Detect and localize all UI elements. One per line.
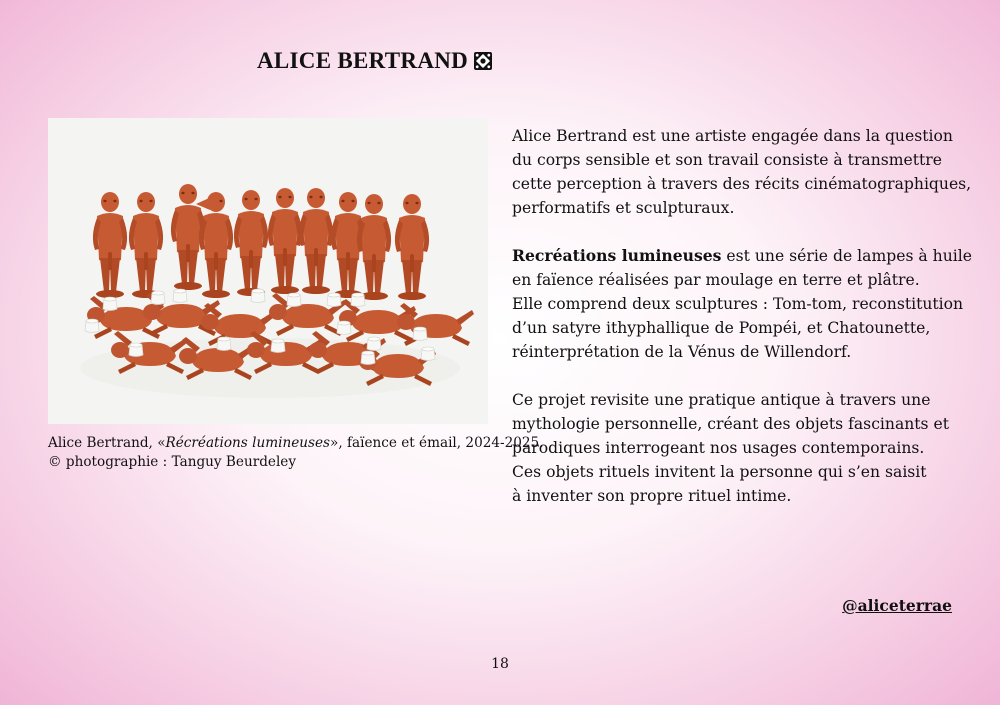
paragraph-3-line: Ce projet revisite une pratique antique à travers une bbox=[512, 391, 931, 409]
caption-artwork-title: Récréations lumineuses bbox=[165, 435, 330, 451]
paragraph-1-line: du corps sensible et son travail consiste à transmettre bbox=[512, 151, 942, 169]
page-title bbox=[257, 48, 493, 74]
paragraph-3-line: parodiques interrogeant nos usages contemporains. bbox=[512, 439, 925, 457]
ornament-glyph-icon bbox=[473, 51, 493, 71]
photo-caption bbox=[48, 434, 544, 472]
paragraph-2-line: d’un satyre ithyphallique de Pompéi, et Chatounette, bbox=[512, 319, 931, 337]
paragraph-3-line: à inventer son propre rituel intime. bbox=[512, 487, 792, 505]
paragraph-2-line: en faïence réalisées par moulage en terre et plâtre. bbox=[512, 271, 920, 289]
caption-line-1: Alice Bertrand, «Récréations lumineuses», faïence et émail, 2024-2025. bbox=[48, 435, 544, 451]
instagram-handle-link[interactable]: @aliceterrae bbox=[842, 596, 952, 615]
figurines-illustration bbox=[48, 118, 488, 424]
description-text bbox=[512, 124, 972, 508]
page-number: 18 bbox=[491, 656, 509, 672]
paragraph-3-line: mythologie personnelle, créant des objets fascinants et bbox=[512, 415, 950, 433]
paragraph-1-line: performatifs et sculpturaux. bbox=[512, 199, 735, 217]
series-title: Recréations lumineuses bbox=[512, 246, 722, 265]
artwork-photo bbox=[48, 118, 488, 424]
caption-credit: © photographie : Tanguy Beurdeley bbox=[48, 454, 297, 470]
paragraph-1-line: Alice Bertrand est une artiste engagée dans la question bbox=[512, 127, 953, 145]
paragraph-2-line: réinterprétation de la Vénus de Willendorf. bbox=[512, 343, 852, 361]
paragraph-2-line: Recréations lumineuses est une série de lampes à huile bbox=[512, 246, 972, 265]
paragraph-2-line: Elle comprend deux sculptures : Tom-tom, reconstitution bbox=[512, 295, 964, 313]
artist-name: ALICE BERTRAND bbox=[257, 48, 469, 73]
paragraph-3-line: Ces objets rituels invitent la personne qui s’en saisit bbox=[512, 463, 927, 481]
paragraph-1-line: cette perception à travers des récits cinématographiques, bbox=[512, 175, 972, 193]
